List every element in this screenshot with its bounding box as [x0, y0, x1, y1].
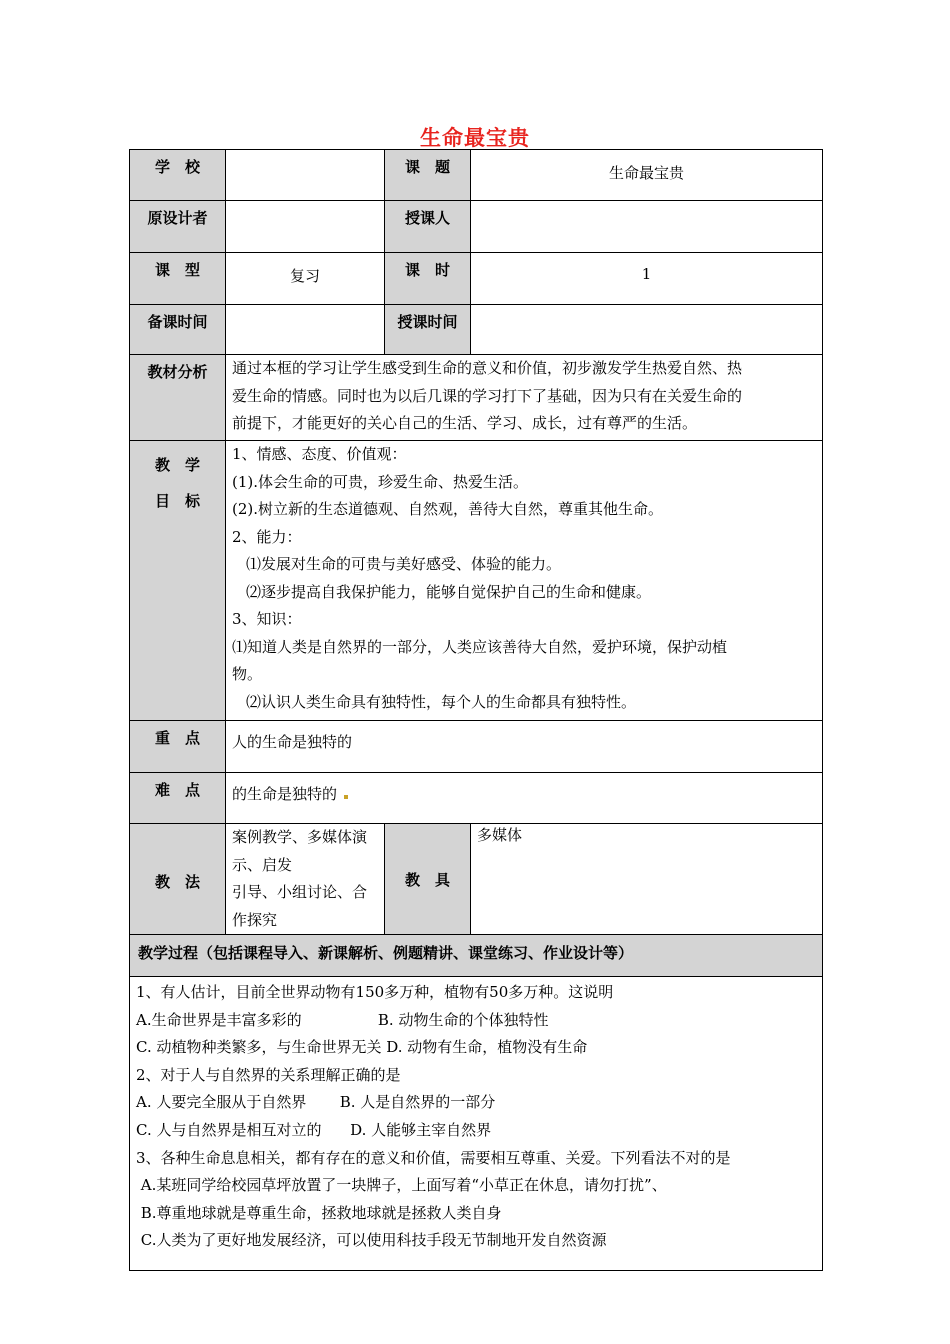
prep-time-value[interactable]	[226, 305, 385, 355]
quiz-line: C. 人与自然界是相互对立的 D. 人能够主宰自然界	[136, 1120, 492, 1139]
goal-line: (1).体会生命的可贵，珍爱生命、热爱生活。	[232, 472, 529, 491]
quiz-line: 1、有人估计，目前全世界动物有150多万种，植物有50多万种。这说明	[136, 983, 614, 1001]
designer-value[interactable]	[226, 201, 385, 253]
teach-time-value[interactable]	[471, 305, 823, 355]
quiz-line: 3、各种生命息息相关，都有存在的意义和价值，需要相互尊重、关爱。下列看法不对的是	[136, 1148, 731, 1167]
teacher-label: 授课人	[385, 201, 471, 253]
key-point-label: 重 点	[130, 721, 226, 773]
quiz-line: C.人类为了更好地发展经济，可以使用科技手段无节制地开发自然资源	[136, 1231, 607, 1250]
lesson-plan-table	[129, 149, 823, 1271]
row-prep-teach-time	[130, 305, 823, 355]
goal-line: 物。	[232, 665, 263, 683]
key-point-value: 人的生命是独特的	[226, 721, 823, 773]
teacher-value[interactable]	[471, 201, 823, 253]
row-goals	[130, 441, 823, 721]
school-value[interactable]	[226, 150, 385, 201]
goal-line: 1、情感、态度、价值观：	[232, 445, 407, 463]
difficulty-label: 难 点	[130, 773, 226, 824]
type-label: 课 型	[130, 253, 226, 305]
type-value[interactable]: 复习	[226, 253, 385, 305]
hours-value[interactable]: 1	[471, 253, 823, 305]
method-content	[226, 824, 385, 935]
row-analysis	[130, 355, 823, 441]
goal-line: ⑴发展对生命的可贵与美好感受、体验的能力。	[246, 555, 562, 573]
tools-label: 教 具	[385, 824, 471, 935]
row-school-topic	[130, 150, 823, 201]
goal-line: (2).树立新的生态道德观、自然观，善待大自然，尊重其他生命。	[232, 500, 664, 518]
quiz-line: A.生命世界是丰富多彩的 B. 动物生命的个体独特性	[136, 1010, 549, 1029]
goal-line: 3、知识：	[232, 610, 302, 628]
analysis-line: 爱生命的情感。同时也为以后几课的学习打下了基础，因为只有在关爱生命的	[232, 386, 743, 405]
goal-line: 2、能力：	[232, 527, 302, 546]
school-label: 学 校	[130, 150, 226, 201]
method-line: 引导、小组讨论、合作探究	[232, 883, 368, 929]
tools-value: 多媒体	[471, 824, 823, 935]
row-designer-teacher	[130, 201, 823, 253]
prep-time-label: 备课时间	[130, 305, 226, 355]
analysis-content	[226, 355, 823, 441]
teach-time-label: 授课时间	[385, 305, 471, 355]
quiz-line: A.某班同学给校园草坪放置了一块牌子，上面写着“小草正在休息，请勿打扰”、	[136, 1176, 667, 1195]
row-process-content	[130, 977, 823, 1271]
hours-label: 课 时	[385, 253, 471, 305]
process-content	[130, 977, 823, 1271]
goal-line: ⑵逐步提高自我保护能力，能够自觉保护自己的生命和健康。	[246, 582, 652, 601]
process-header: 教学过程（包括课程导入、新课解析、例题精讲、课堂练习、作业设计等）	[130, 935, 823, 977]
difficulty-cell	[226, 773, 823, 824]
row-process-header	[130, 935, 823, 977]
method-label: 教 法	[130, 824, 226, 935]
topic-value[interactable]: 生命最宝贵	[471, 150, 823, 201]
row-type-hours	[130, 253, 823, 305]
stray-dot-mark	[344, 795, 348, 799]
quiz-line: C. 动植物种类繁多，与生命世界无关 D. 动物有生命，植物没有生命	[136, 1038, 588, 1057]
quiz-line: 2、对于人与自然界的关系理解正确的是	[136, 1065, 401, 1084]
row-method	[130, 824, 823, 935]
designer-label: 原设计者	[130, 201, 226, 253]
quiz-line: B.尊重地球就是尊重生命，拯救地球就是拯救人类自身	[136, 1203, 502, 1222]
analysis-line: 通过本框的学习让学生感受到生命的意义和价值，初步激发学生热爱自然、热	[232, 359, 743, 377]
difficulty-value: 的生命是独特的	[232, 785, 338, 803]
goals-label-line-2: 目 标	[154, 492, 200, 510]
goal-line: ⑵认识人类生命具有独特性，每个人的生命都具有独特性。	[246, 692, 637, 711]
analysis-line: 前提下，才能更好的关心自己的生活、学习、成长，过有尊严的生活。	[232, 414, 698, 432]
row-difficulty	[130, 773, 823, 824]
quiz-line: A. 人要完全服从于自然界 B. 人是自然界的一部分	[136, 1093, 496, 1112]
topic-label: 课 题	[385, 150, 471, 201]
goals-label-line-1: 教 学	[154, 456, 200, 474]
analysis-label: 教材分析	[130, 355, 226, 441]
method-line: 案例教学、多媒体演示、启发	[232, 828, 368, 874]
goals-label	[130, 441, 226, 721]
page-title: 生命最宝贵	[420, 126, 530, 150]
goal-line: ⑴知道人类是自然界的一部分，人类应该善待大自然，爱护环境，保护动植	[232, 637, 728, 656]
goals-content	[226, 441, 823, 721]
row-key-point	[130, 721, 823, 773]
